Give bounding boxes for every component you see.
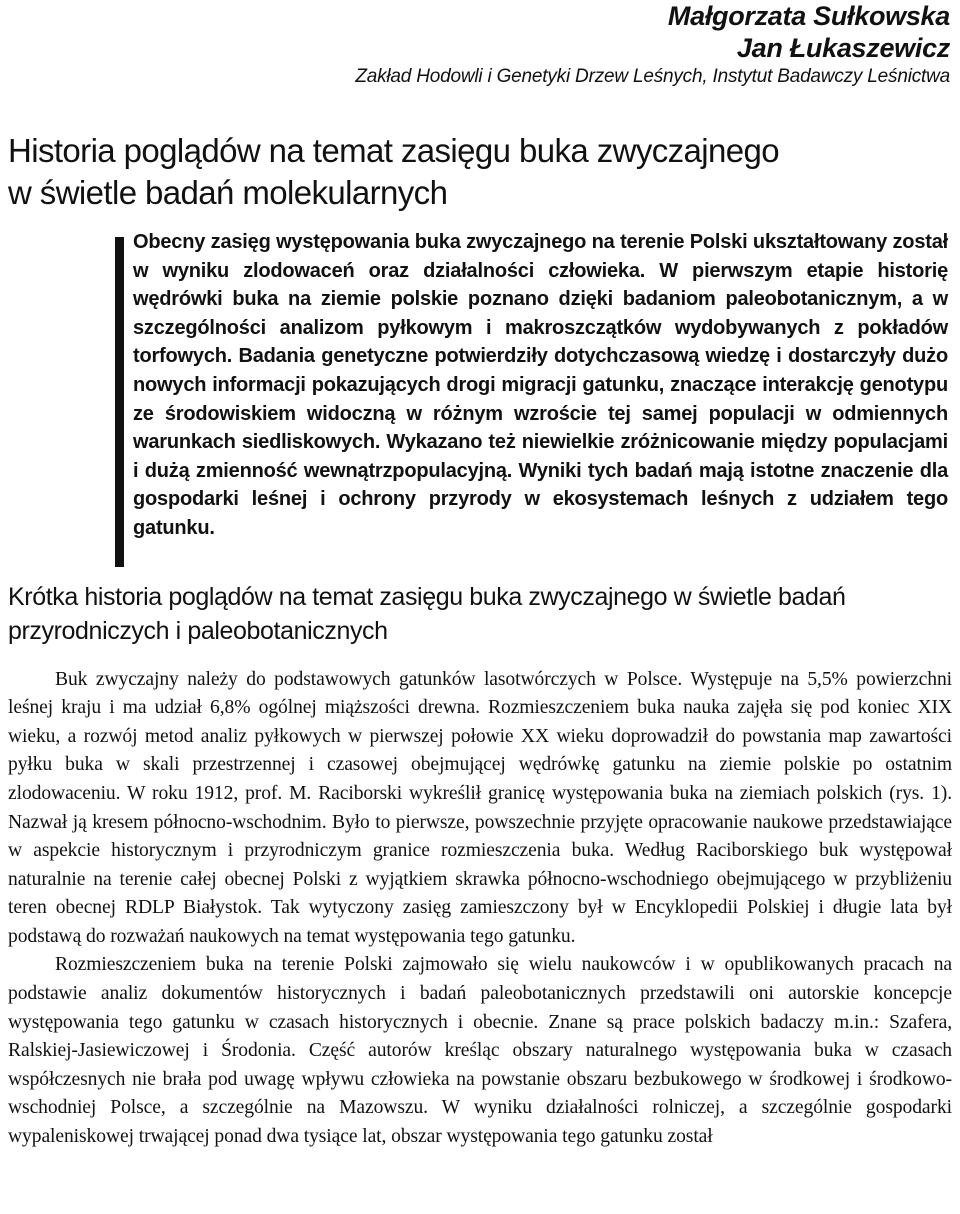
author-affiliation: Zakład Hodowli i Genetyki Drzew Leśnych, Instytut Badawczy Leśnictwa <box>355 66 950 87</box>
body-paragraph: Buk zwyczajny należy do podstawowych gatunków lasotwórczych w Polsce. Występuje na 5,5% powierzchni leśnej kraju i ma udział 6,8% ogólnej miąższości drewna. Rozmieszczeniem buka nauka zajęła się pod koniec XIX wieku, a rozwój metod analiz pyłkowych w pierwszej połowie XX wieku doprowadził do powstania map zawartości pyłku buka w skali przestrzennej i czasowej obejmującej wędrówkę gatunku na ziemie polskie po ostatnim zlodowaceniu. W roku 1912, prof. M. Raciborski wykreślił granicę występowania buka na ziemiach polskich (rys. 1). Nazwał ją kresem północno-wschodnim. Było to pierwsze, powszechnie przyjęte opracowanie naukowe przedstawiające w aspekcie historycznym i przyrodniczym granice rozmieszczenia buka. Według Raciborskiego buk występował naturalnie na terenie całej obecnej Polski z wyjątkiem skrawka północno-wschodniego obejmującego w przybliżeniu teren obecnej RDLP Białystok. Tak wytyczony zasięg zamieszczony był w Encyklopedii Polskiej i długie lata był podstawą do rozważań naukowych na temat występowania tego gatunku. <box>8 668 952 947</box>
abstract-marker-bar <box>115 237 124 567</box>
section-heading: Krótka historia poglądów na temat zasięgu buka zwyczajnego w świetle badań przyrodniczych i paleobotanicznych <box>8 582 846 645</box>
body-paragraph: Rozmieszczeniem buka na terenie Polski zajmowało się wielu naukowców i w opublikowanych pracach na podstawie analiz dokumentów historycznych i badań paleobotanicznych przedstawili oni autorskie koncepcje występowania tego gatunku w czasach historycznych i obecnie. Znane są prace polskich badaczy m.in.: Szafera, Ralskiej-Jasiewiczowej i Środonia. Część autorów kreśląc obszary naturalnego występowania buka w czasach współczesnych nie brała pod uwagę wpływu człowieka na powstanie obszaru bezbukowego w środkowej i środkowo-wschodniej Polsce, a szczególnie na Mazowszu. W wyniku działalności rolniczej, a szczególnie gospodarki wypaleniskowej trwającej ponad dwa tysiące lat, obszar występowania tego gatunku został <box>8 954 952 1148</box>
abstract-block <box>8 228 948 543</box>
section-body <box>8 666 952 1152</box>
article-title <box>8 130 952 214</box>
author-name: Jan Łukaszewicz <box>736 33 950 63</box>
article-title-line: w świetle badań molekularnych <box>8 174 448 211</box>
author-block <box>8 0 950 90</box>
abstract-text: Obecny zasięg występowania buka zwyczajnego na terenie Polski ukształtowany został w wyniku zlodowaceń oraz działalności człowieka. W pierwszym etapie historię wędrówki buka na ziemie polskie poznano dzięki badaniom paleobotanicznym, a w szczególności analizom pyłkowym i makroszczątków wydobywanych z pokładów torfowych. Badania genetyczne potwierdziły dotychczasową wiedzę i dostarczyły dużo nowych informacji pokazujących drogi migracji gatunku, znaczące interakcję genotypu ze środowiskiem widoczną w różnym wzroście tej samej populacji w odmiennych warunkach siedliskowych. Wykazano też niewielkie zróżnicowanie między populacjami i dużą zmienność wewnątrzpopulacyjną. Wyniki tych badań mają istotne znaczenie dla gospodarki leśnej i ochrony przyrody w ekosystemach leśnych z udziałem tego gatunku. <box>133 231 948 539</box>
article-title-line: Historia poglądów na temat zasięgu buka zwyczajnego <box>8 132 780 169</box>
author-name: Małgorzata Sułkowska <box>667 1 950 31</box>
